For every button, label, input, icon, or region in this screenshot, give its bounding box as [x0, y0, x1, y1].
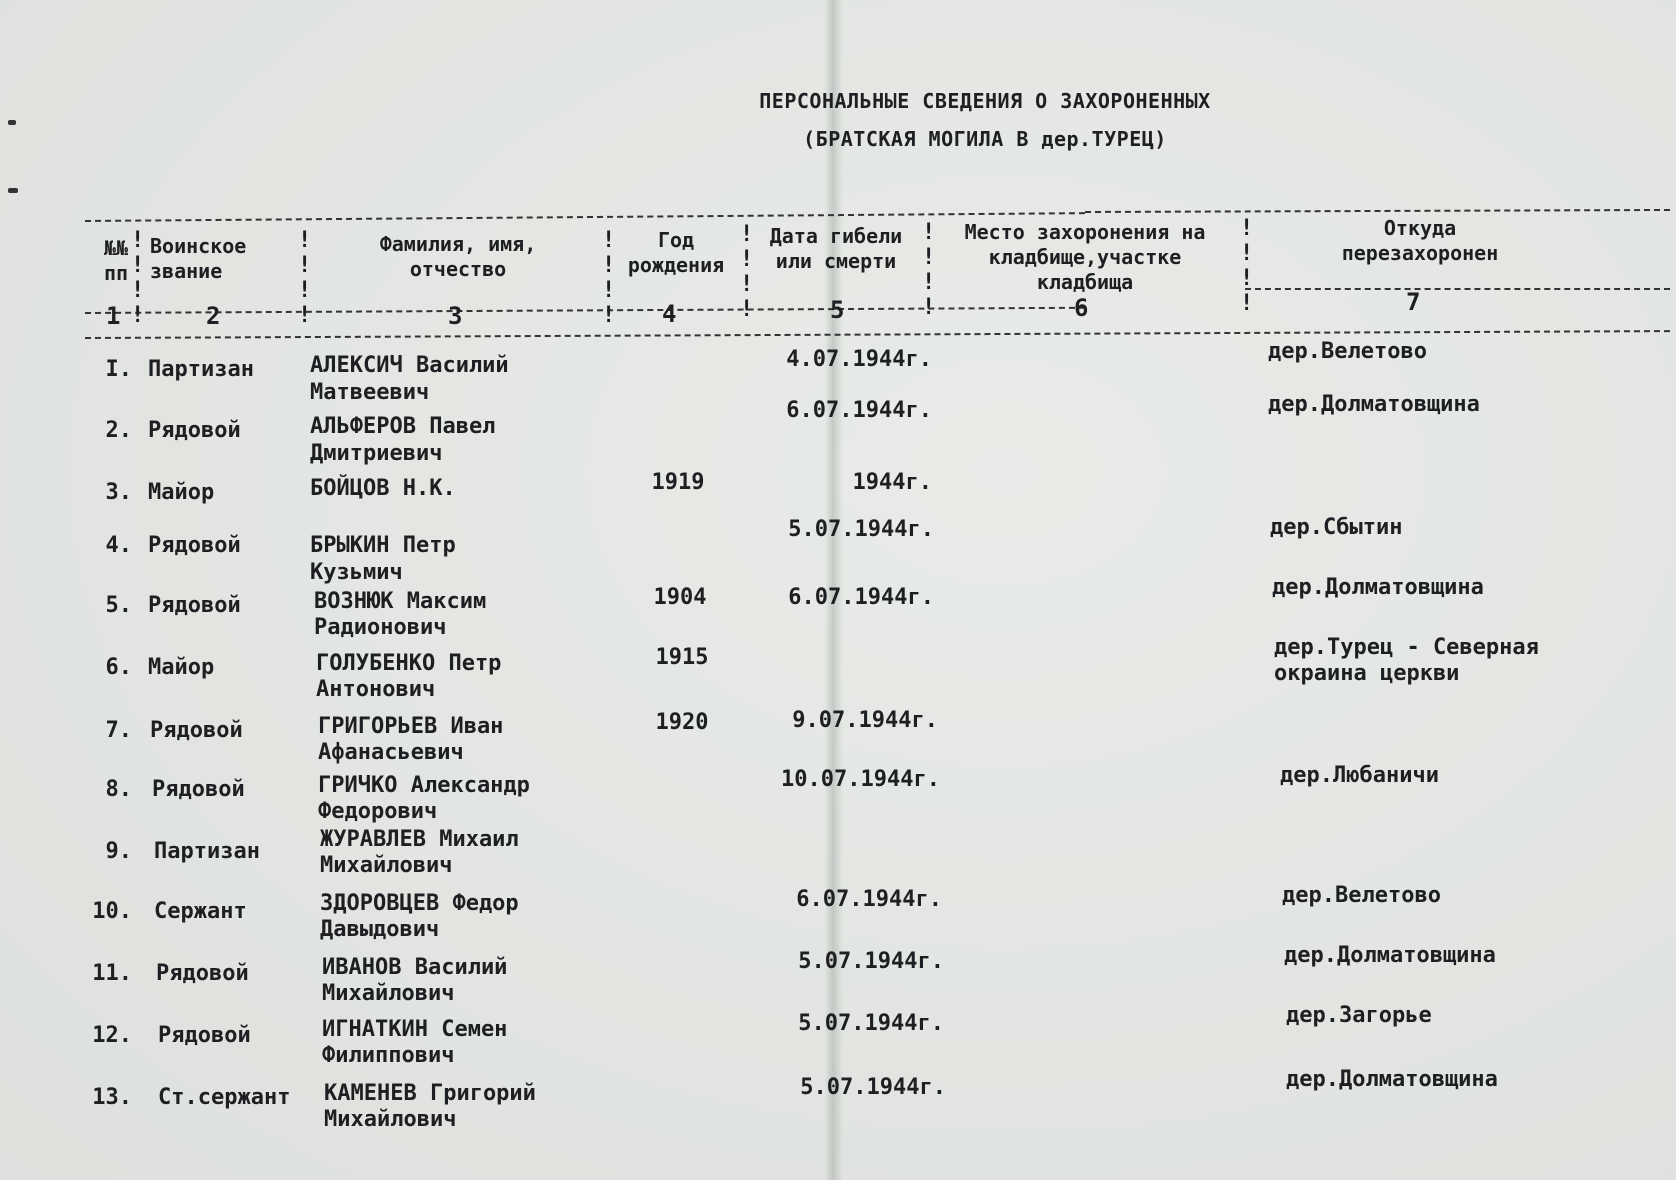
col-number-5: 5 [830, 296, 845, 324]
patronymic: Антонович [316, 677, 436, 702]
header-mid-rule-right [1245, 288, 1670, 290]
col-header-death-date: Дата гибели или смерти [769, 224, 903, 273]
row-number: 13. [92, 1085, 132, 1110]
military-rank: Партизан [148, 357, 254, 382]
full-name: ИГНАТКИН Семен [322, 1017, 508, 1042]
full-name: КАМЕНЕВ Григорий [324, 1081, 536, 1106]
military-rank: Рядовой [148, 418, 241, 443]
death-date: 5.07.1944г. [788, 517, 934, 542]
col-number-6: 6 [1074, 294, 1089, 322]
death-date: 1944г. [852, 470, 932, 495]
military-rank: Майор [148, 480, 215, 505]
military-rank: Сержант [154, 899, 247, 924]
col-header-birth-year: Год рождения [627, 228, 725, 277]
col-header-rank: Воинское звание [150, 234, 247, 283]
column-separator: ! ! ! ! [298, 228, 312, 328]
birth-year: 1915 [655, 645, 709, 670]
death-date: 6.07.1944г. [786, 398, 932, 423]
birth-year: 1919 [651, 470, 705, 495]
military-rank: Рядовой [150, 718, 243, 743]
row-number: 12. [92, 1023, 132, 1048]
patronymic: Афанасьевич [318, 740, 464, 765]
full-name: БРЫКИН Петр [310, 533, 456, 558]
row-number: 7. [105, 718, 132, 743]
row-number: I. [105, 357, 132, 382]
death-date: 6.07.1944г. [788, 585, 934, 610]
full-name: ЗДОРОВЦЕВ Федор [320, 891, 519, 916]
column-separator: ! ! ! ! [1240, 216, 1254, 316]
full-name: ВОЗНЮК Максим [314, 589, 487, 614]
military-rank: Рядовой [156, 961, 249, 986]
death-date: 5.07.1944г. [798, 1011, 944, 1036]
death-date: 9.07.1944г. [792, 708, 938, 733]
reburied-from: дер.Долматовщина [1284, 943, 1496, 968]
edge-mark [8, 120, 16, 125]
row-number: 8. [105, 777, 132, 802]
reburied-from: дер.Велетово [1268, 339, 1427, 364]
reburied-from: дер.Долматовщина [1268, 392, 1480, 417]
death-date: 6.07.1944г. [796, 887, 942, 912]
column-separator: ! ! ! ! [740, 222, 754, 322]
header-bottom-rule [85, 330, 1670, 339]
reburied-from: дер.Долматовщина [1286, 1067, 1498, 1092]
column-separator: ! ! ! ! [922, 220, 936, 320]
patronymic: Федорович [318, 799, 438, 824]
full-name: ГРИЧКО Александр [318, 773, 530, 798]
full-name: ЖУРАВЛЕВ Михаил [320, 827, 519, 852]
military-rank: Рядовой [148, 593, 241, 618]
full-name: ИВАНОВ Василий [322, 955, 508, 980]
patronymic: Филиппович [322, 1043, 455, 1068]
military-rank: Рядовой [148, 533, 241, 558]
row-number: 11. [92, 961, 132, 986]
table-row [0, 1067, 1676, 1142]
full-name: ГРИГОРЬЕВ Иван [318, 714, 504, 739]
col-header-burial-place: Место захоронения на кладбище,участке кладбища [964, 220, 1206, 294]
reburied-from-cont: окраина церкви [1274, 661, 1460, 686]
full-name: ГОЛУБЕНКО Петр [316, 651, 502, 676]
col-number-3: 3 [448, 302, 463, 330]
header-top-rule-right [1085, 209, 1670, 213]
title-line-2: (БРАТСКАЯ МОГИЛА В дер.ТУРЕЦ) [803, 127, 1167, 151]
column-separator: ! ! ! ! [131, 228, 145, 328]
full-name: АЛЕКСИЧ Василий [310, 353, 509, 378]
death-date: 5.07.1944г. [800, 1075, 946, 1100]
table-row [0, 763, 1676, 834]
military-rank: Рядовой [158, 1023, 251, 1048]
death-date: 5.07.1944г. [798, 949, 944, 974]
birth-year: 1920 [655, 710, 709, 735]
death-date: 10.07.1944г. [781, 767, 940, 792]
patronymic: Дмитриевич [310, 441, 443, 466]
row-number: 4. [105, 533, 132, 558]
row-number: 5. [105, 593, 132, 618]
row-number: 9. [105, 839, 132, 864]
reburied-from: дер.Долматовщина [1272, 575, 1484, 600]
title-line-1: ПЕРСОНАЛЬНЫЕ СВЕДЕНИЯ О ЗАХОРОНЕННЫХ [759, 89, 1211, 113]
patronymic: Михайлович [322, 981, 455, 1006]
row-number: 2. [105, 418, 132, 443]
col-number-4: 4 [662, 300, 677, 328]
patronymic: Михайлович [320, 853, 453, 878]
col-header-number: №№ пп [103, 236, 129, 285]
row-number: 6. [105, 655, 132, 680]
patronymic: Михайлович [324, 1107, 457, 1132]
reburied-from: дер.Загорье [1286, 1003, 1432, 1028]
reburied-from: дер.Любаничи [1280, 763, 1439, 788]
document-title [705, 82, 1265, 158]
col-header-reburied-from: Откуда перезахоронен [1341, 216, 1499, 265]
military-rank: Партизан [154, 839, 260, 864]
col-number-1: 1 [106, 302, 121, 330]
reburied-from: дер.Велетово [1282, 883, 1441, 908]
patronymic: Кузьмич [310, 560, 403, 585]
row-number: 3. [105, 480, 132, 505]
patronymic: Давыдович [320, 917, 440, 942]
death-date: 4.07.1944г. [786, 347, 932, 372]
col-header-name: Фамилия, имя, отчество [379, 232, 537, 281]
military-rank: Ст.сержант [158, 1085, 291, 1110]
full-name: АЛЬФЕРОВ Павел [310, 414, 496, 439]
military-rank: Рядовой [152, 777, 245, 802]
table-row [0, 635, 1676, 712]
military-rank: Майор [148, 655, 215, 680]
patronymic: Матвеевич [310, 380, 430, 405]
column-separator: ! ! ! ! [602, 228, 616, 328]
reburied-from: дер.Турец - Северная [1274, 635, 1539, 660]
edge-mark [8, 188, 18, 193]
col-number-2: 2 [206, 302, 221, 330]
birth-year: 1904 [653, 585, 707, 610]
full-name: БОЙЦОВ Н.К. [310, 476, 456, 501]
patronymic: Радионович [314, 615, 447, 640]
col-number-7: 7 [1406, 288, 1421, 316]
reburied-from: дер.Сбытин [1270, 515, 1403, 540]
row-number: 10. [92, 899, 132, 924]
